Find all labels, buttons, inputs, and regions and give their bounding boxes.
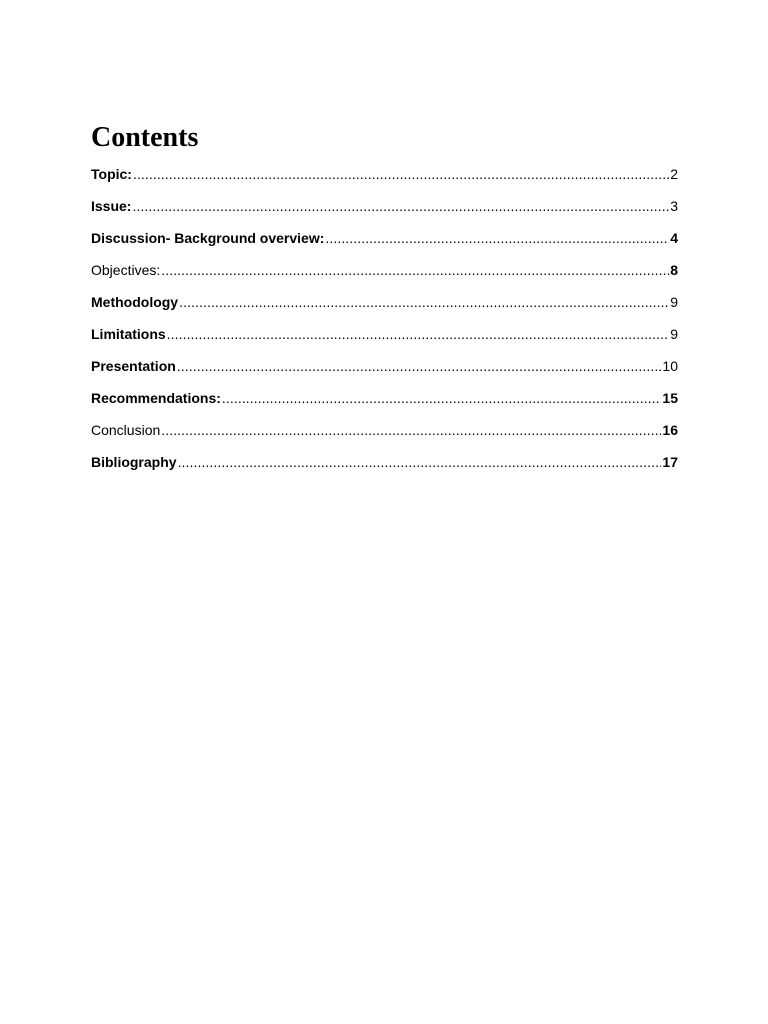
toc-entry[interactable] xyxy=(91,446,678,478)
toc-page-number: 8 xyxy=(670,262,678,278)
toc-dot-leader xyxy=(177,350,662,382)
toc-entry[interactable] xyxy=(91,190,678,222)
toc-dot-leader xyxy=(325,222,669,254)
toc-page-number: 2 xyxy=(670,166,678,182)
toc-dot-leader xyxy=(161,254,669,286)
toc-entry[interactable] xyxy=(91,254,678,286)
toc-page-number: 15 xyxy=(662,390,678,406)
toc-dot-leader xyxy=(179,286,669,318)
toc-page-number: 4 xyxy=(670,230,678,246)
toc-dot-leader xyxy=(222,382,662,414)
toc-page-number: 16 xyxy=(662,422,678,438)
toc-dot-leader xyxy=(133,158,669,190)
toc-entry-label: Discussion- Background overview: xyxy=(91,230,325,246)
page-title: Contents xyxy=(91,122,199,153)
toc-entry[interactable] xyxy=(91,350,678,382)
toc-entry-label: Objectives: xyxy=(91,262,161,278)
toc-entry[interactable] xyxy=(91,286,678,318)
toc-page-number: 17 xyxy=(662,454,678,470)
toc-dot-leader xyxy=(161,414,661,446)
toc-entry-label: Recommendations: xyxy=(91,390,221,406)
toc-entry[interactable] xyxy=(91,382,678,414)
toc-entry-label: Methodology xyxy=(91,294,179,310)
toc-entry-label: Topic: xyxy=(91,166,132,182)
toc-entry-label: Issue: xyxy=(91,198,132,214)
table-of-contents xyxy=(91,158,678,478)
toc-page-number: 10 xyxy=(662,358,678,374)
toc-page-number: 9 xyxy=(670,326,678,342)
toc-entry-label: Bibliography xyxy=(91,454,177,470)
toc-dot-leader xyxy=(167,318,670,350)
toc-entry-label: Presentation xyxy=(91,358,176,374)
toc-entry[interactable] xyxy=(91,222,678,254)
toc-entry[interactable] xyxy=(91,318,678,350)
toc-entry-label: Conclusion xyxy=(91,422,161,438)
toc-entry[interactable] xyxy=(91,158,678,190)
toc-page-number: 9 xyxy=(670,294,678,310)
document-page xyxy=(91,120,678,478)
toc-page-number: 3 xyxy=(670,198,678,214)
toc-dot-leader xyxy=(178,446,662,478)
toc-dot-leader xyxy=(132,190,669,222)
toc-entry-label: Limitations xyxy=(91,326,166,342)
toc-entry[interactable] xyxy=(91,414,678,446)
